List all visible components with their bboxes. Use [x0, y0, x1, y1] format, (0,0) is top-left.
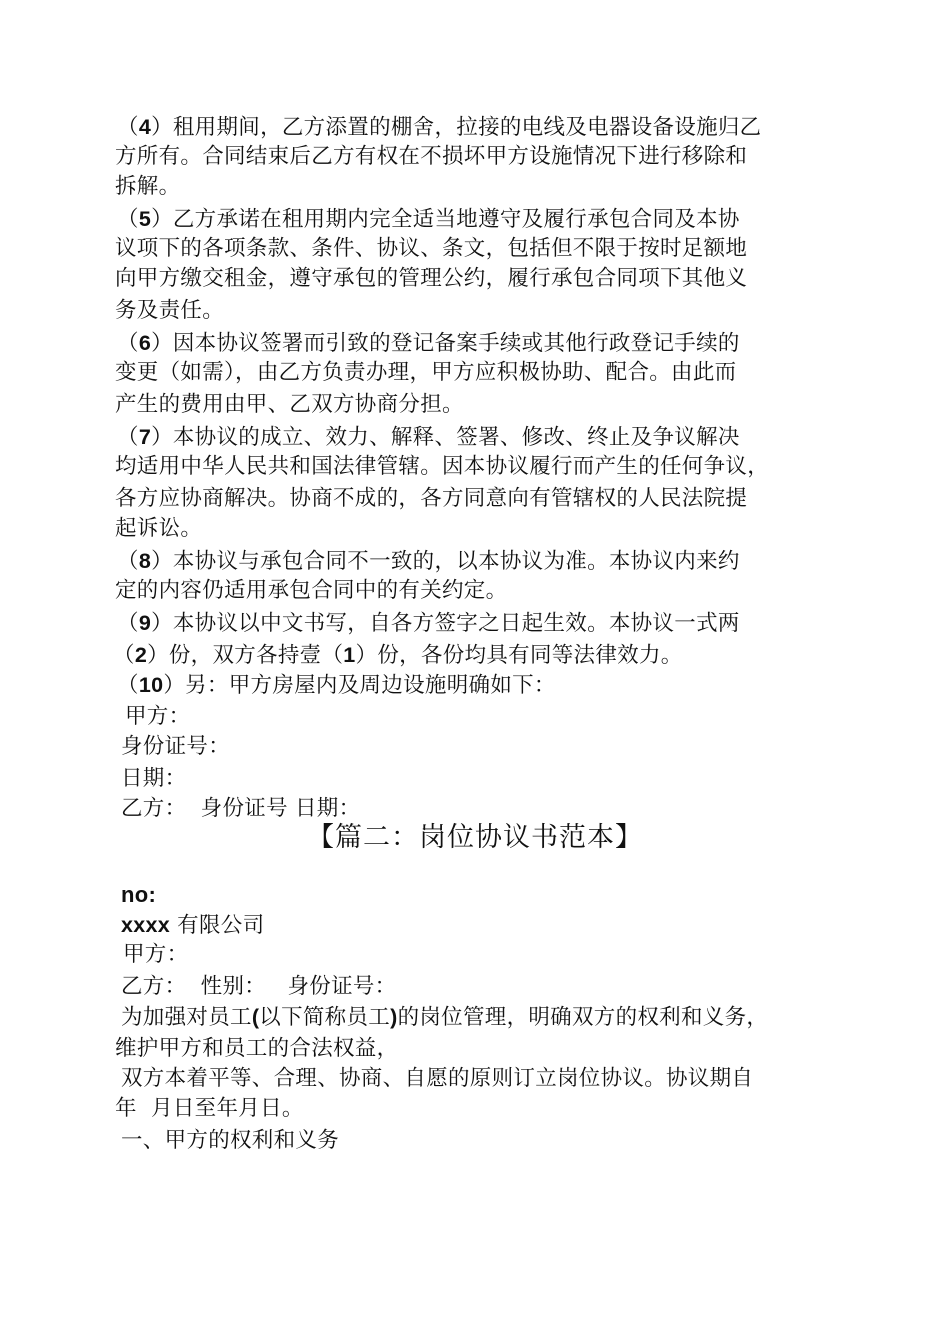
- clause-4-line-3: 拆解。: [115, 174, 181, 199]
- intro-line-1: 为加强对员工(以下简称员工)的岗位管理，明确双方的权利和义务，: [121, 1005, 769, 1030]
- principle-line-1: 双方本着平等、合理、协商、自愿的原则订立岗位协议。协议期自: [121, 1066, 754, 1091]
- principle-line-2: 年 月日至年月日。: [115, 1096, 304, 1121]
- clause-9-line-1: （9）本协议以中文书写，自各方签字之日起生效。本协议一式两: [117, 611, 740, 636]
- date-label: 日期：: [121, 766, 187, 791]
- clause-5-line-4: 务及责任。: [115, 298, 225, 323]
- clause-7-line-2: 均适用中华人民共和国法律管辖。因本协议履行而产生的任何争议，: [115, 454, 770, 479]
- id-number-label: 身份证号：: [121, 734, 231, 759]
- clause-10-line: （10）另：甲方房屋内及周边设施明确如下：: [117, 673, 556, 698]
- clause-5-line-2: 议项下的各项条款、条件、协议、条文，包括但不限于按时足额地: [115, 236, 748, 261]
- clause-6-line-3: 产生的费用由甲、乙双方协商分担。: [115, 392, 464, 417]
- rights-heading: 一、甲方的权利和义务: [121, 1128, 340, 1153]
- party-b-signature-line: 乙方： 身份证号 日期：: [121, 796, 361, 821]
- clause-8-line-2: 定的内容仍适用承包合同中的有关约定。: [115, 578, 508, 603]
- clause-5-line-3: 向甲方缴交租金，遵守承包的管理公约，履行承包合同项下其他义: [115, 266, 748, 291]
- document-number-label: no:: [121, 882, 157, 907]
- clause-6-line-1: （6）因本协议签署而引致的登记备案手续或其他行政登记手续的: [117, 331, 740, 356]
- clause-7-line-1: （7）本协议的成立、效力、解释、签署、修改、终止及争议解决: [117, 425, 740, 450]
- section-heading: 【篇二：岗位协议书范本】: [307, 822, 643, 853]
- party-a-label-2: 甲方：: [123, 942, 189, 967]
- clause-5-line-1: （5）乙方承诺在租用期内完全适当地遵守及履行承包合同及本协: [117, 207, 740, 232]
- company-name: xxxx 有限公司: [121, 913, 265, 938]
- party-a-label: 甲方：: [125, 704, 191, 729]
- clause-4-line-2: 方所有。合同结束后乙方有权在不损坏甲方设施情况下进行移除和: [115, 144, 748, 169]
- clause-7-line-4: 起诉讼。: [115, 516, 203, 541]
- clause-7-line-3: 各方应协商解决。协商不成的，各方同意向有管辖权的人民法院提: [115, 486, 748, 511]
- clause-6-line-2: 变更（如需），由乙方负责办理，甲方应积极协助、配合。由此而: [115, 360, 737, 385]
- clause-9-line-2: （2）份，双方各持壹（1）份，各份均具有同等法律效力。: [113, 643, 683, 668]
- party-b-info-line: 乙方： 性别： 身份证号：: [121, 974, 397, 999]
- clause-4-line-1: （4）租用期间，乙方添置的棚舍，拉接的电线及电器设备设施归乙: [117, 115, 762, 140]
- clause-8-line-1: （8）本协议与承包合同不一致的，以本协议为准。本协议内来约: [117, 549, 740, 574]
- intro-line-2: 维护甲方和员工的合法权益，: [115, 1036, 399, 1061]
